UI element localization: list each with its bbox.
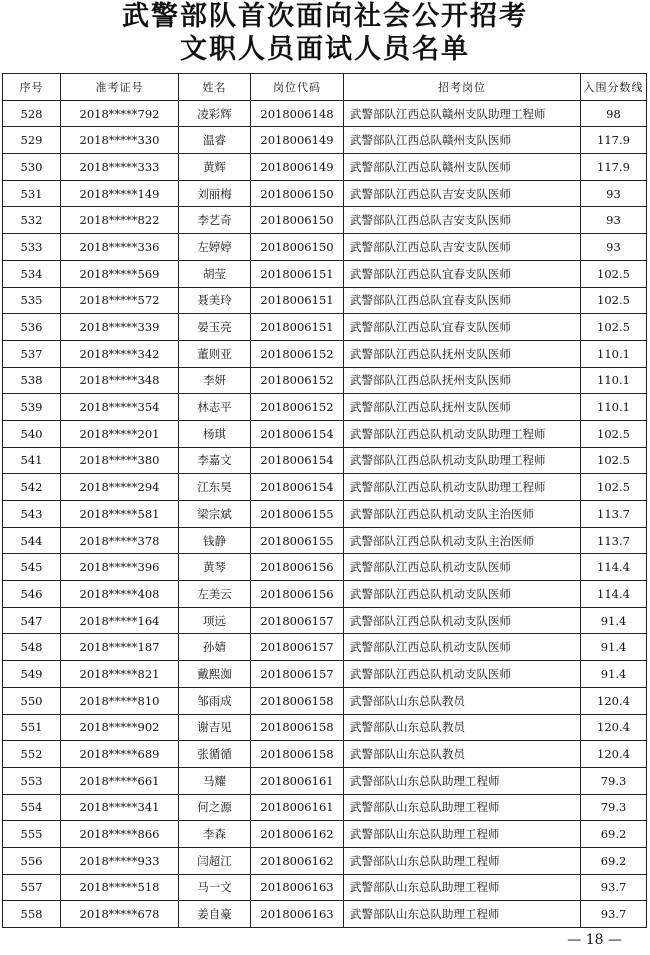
cell-ticket-number: 2018*****341 — [61, 794, 179, 821]
table-row — [3, 314, 647, 341]
cell-cutoff-score: 120.4 — [581, 714, 647, 741]
cell-position: 武警部队江西总队机动支队助理工程师 — [344, 420, 581, 447]
cell-name: 戴熙洳 — [179, 661, 251, 688]
cell-position: 武警部队山东总队教员 — [344, 714, 581, 741]
cell-index: 558 — [3, 901, 61, 928]
header-position-code: 岗位代码 — [251, 74, 344, 101]
cell-position: 武警部队山东总队教员 — [344, 741, 581, 768]
cell-position: 武警部队山东总队助理工程师 — [344, 874, 581, 901]
table-row — [3, 447, 647, 474]
cell-ticket-number: 2018*****164 — [61, 607, 179, 634]
cell-ticket-number: 2018*****689 — [61, 741, 179, 768]
cell-name: 谢吉见 — [179, 714, 251, 741]
table-row — [3, 767, 647, 794]
cell-index: 533 — [3, 234, 61, 261]
document-title-line-1: 武警部队首次面向社会公开招考 — [122, 1, 528, 32]
cell-position-code: 2018006151 — [251, 314, 344, 341]
cell-position-code: 2018006158 — [251, 687, 344, 714]
cell-name: 董则亚 — [179, 340, 251, 367]
cell-position-code: 2018006163 — [251, 901, 344, 928]
cell-cutoff-score: 69.2 — [581, 821, 647, 848]
cell-position: 武警部队江西总队宜春支队医师 — [344, 314, 581, 341]
cell-index: 553 — [3, 767, 61, 794]
cell-position: 武警部队江西总队机动支队医师 — [344, 661, 581, 688]
cell-cutoff-score: 114.4 — [581, 554, 647, 581]
cell-cutoff-score: 91.4 — [581, 661, 647, 688]
cell-index: 541 — [3, 447, 61, 474]
cell-ticket-number: 2018*****294 — [61, 474, 179, 501]
cell-name: 马一文 — [179, 874, 251, 901]
cell-cutoff-score: 102.5 — [581, 447, 647, 474]
cell-index: 544 — [3, 527, 61, 554]
cell-position-code: 2018006150 — [251, 234, 344, 261]
cell-name: 李艺奇 — [179, 207, 251, 234]
cell-position: 武警部队江西总队赣州支队医师 — [344, 127, 581, 154]
cell-position: 武警部队江西总队机动支队医师 — [344, 581, 581, 608]
cell-index: 549 — [3, 661, 61, 688]
cell-position: 武警部队山东总队助理工程师 — [344, 821, 581, 848]
cell-ticket-number: 2018*****333 — [61, 154, 179, 181]
cell-position: 武警部队江西总队赣州支队医师 — [344, 154, 581, 181]
table-row — [3, 180, 647, 207]
cell-position-code: 2018006151 — [251, 287, 344, 314]
cell-position-code: 2018006158 — [251, 714, 344, 741]
cell-position: 武警部队山东总队助理工程师 — [344, 794, 581, 821]
cell-name: 聂美玲 — [179, 287, 251, 314]
cell-position: 武警部队江西总队宜春支队医师 — [344, 260, 581, 287]
cell-cutoff-score: 102.5 — [581, 474, 647, 501]
cell-cutoff-score: 79.3 — [581, 794, 647, 821]
cell-position: 武警部队江西总队赣州支队助理工程师 — [344, 100, 581, 127]
cell-name: 晏玉亮 — [179, 314, 251, 341]
cell-cutoff-score: 113.7 — [581, 501, 647, 528]
cell-cutoff-score: 102.5 — [581, 260, 647, 287]
cell-name: 姜自豪 — [179, 901, 251, 928]
cell-position-code: 2018006162 — [251, 847, 344, 874]
cell-ticket-number: 2018*****678 — [61, 901, 179, 928]
cell-cutoff-score: 91.4 — [581, 634, 647, 661]
cell-position: 武警部队江西总队机动支队医师 — [344, 554, 581, 581]
cell-position-code: 2018006149 — [251, 127, 344, 154]
cell-cutoff-score: 102.5 — [581, 287, 647, 314]
cell-position: 武警部队江西总队吉安支队医师 — [344, 207, 581, 234]
cell-index: 551 — [3, 714, 61, 741]
cell-position: 武警部队江西总队宜春支队医师 — [344, 287, 581, 314]
cell-name: 闫超江 — [179, 847, 251, 874]
cell-index: 546 — [3, 581, 61, 608]
cell-position-code: 2018006162 — [251, 821, 344, 848]
header-position: 招考岗位 — [344, 74, 581, 101]
cell-name: 温睿 — [179, 127, 251, 154]
cell-name: 张循循 — [179, 741, 251, 768]
cell-name: 项远 — [179, 607, 251, 634]
table-header-row — [3, 74, 647, 101]
cell-ticket-number: 2018*****792 — [61, 100, 179, 127]
cell-cutoff-score: 113.7 — [581, 527, 647, 554]
cell-name: 何之源 — [179, 794, 251, 821]
cell-ticket-number: 2018*****572 — [61, 287, 179, 314]
table-row — [3, 527, 647, 554]
cell-name: 钱静 — [179, 527, 251, 554]
cell-index: 529 — [3, 127, 61, 154]
cell-position-code: 2018006158 — [251, 741, 344, 768]
cell-position-code: 2018006154 — [251, 420, 344, 447]
cell-position: 武警部队江西总队机动支队医师 — [344, 607, 581, 634]
cell-name: 马耀 — [179, 767, 251, 794]
cell-position-code: 2018006157 — [251, 634, 344, 661]
cell-position-code: 2018006161 — [251, 767, 344, 794]
cell-ticket-number: 2018*****342 — [61, 340, 179, 367]
cell-name: 左婷婷 — [179, 234, 251, 261]
cell-ticket-number: 2018*****933 — [61, 847, 179, 874]
cell-index: 543 — [3, 501, 61, 528]
cell-cutoff-score: 117.9 — [581, 127, 647, 154]
cell-cutoff-score: 110.1 — [581, 367, 647, 394]
table-row — [3, 127, 647, 154]
cell-ticket-number: 2018*****518 — [61, 874, 179, 901]
header-ticket-number: 准考证号 — [61, 74, 179, 101]
cell-index: 542 — [3, 474, 61, 501]
table-row — [3, 634, 647, 661]
cell-ticket-number: 2018*****581 — [61, 501, 179, 528]
cell-ticket-number: 2018*****396 — [61, 554, 179, 581]
cell-index: 535 — [3, 287, 61, 314]
cell-cutoff-score: 69.2 — [581, 847, 647, 874]
cell-cutoff-score: 93 — [581, 180, 647, 207]
cell-index: 536 — [3, 314, 61, 341]
table-row — [3, 100, 647, 127]
cell-index: 531 — [3, 180, 61, 207]
table-row — [3, 554, 647, 581]
cell-name: 林志平 — [179, 394, 251, 421]
cell-name: 黄辉 — [179, 154, 251, 181]
cell-ticket-number: 2018*****569 — [61, 260, 179, 287]
cell-position: 武警部队江西总队吉安支队医师 — [344, 234, 581, 261]
cell-index: 528 — [3, 100, 61, 127]
cell-position: 武警部队江西总队机动支队医师 — [344, 634, 581, 661]
table-row — [3, 687, 647, 714]
cell-ticket-number: 2018*****201 — [61, 420, 179, 447]
cell-cutoff-score: 114.4 — [581, 581, 647, 608]
cell-cutoff-score: 120.4 — [581, 687, 647, 714]
cell-name: 梁宗斌 — [179, 501, 251, 528]
cell-name: 李嘉文 — [179, 447, 251, 474]
table-row — [3, 394, 647, 421]
cell-ticket-number: 2018*****822 — [61, 207, 179, 234]
cell-position: 武警部队江西总队抚州支队医师 — [344, 367, 581, 394]
cell-position: 武警部队江西总队抚州支队医师 — [344, 394, 581, 421]
table-row — [3, 420, 647, 447]
cell-cutoff-score: 102.5 — [581, 314, 647, 341]
cell-index: 534 — [3, 260, 61, 287]
cell-index: 552 — [3, 741, 61, 768]
cell-name: 邹雨成 — [179, 687, 251, 714]
cell-cutoff-score: 102.5 — [581, 420, 647, 447]
table-row — [3, 874, 647, 901]
cell-ticket-number: 2018*****408 — [61, 581, 179, 608]
cell-position: 武警部队江西总队机动支队主治医师 — [344, 501, 581, 528]
cell-ticket-number: 2018*****336 — [61, 234, 179, 261]
cell-cutoff-score: 93 — [581, 234, 647, 261]
table-row — [3, 260, 647, 287]
cell-name: 胡莹 — [179, 260, 251, 287]
cell-position-code: 2018006152 — [251, 394, 344, 421]
cell-position: 武警部队江西总队抚州支队医师 — [344, 340, 581, 367]
cell-ticket-number: 2018*****380 — [61, 447, 179, 474]
header-cutoff-score: 入围分数线 — [581, 74, 647, 101]
table-row — [3, 661, 647, 688]
cell-position-code: 2018006150 — [251, 207, 344, 234]
cell-index: 547 — [3, 607, 61, 634]
table-row — [3, 367, 647, 394]
cell-name: 刘丽梅 — [179, 180, 251, 207]
cell-name: 左美云 — [179, 581, 251, 608]
table-body — [3, 100, 647, 927]
cell-position: 武警部队江西总队机动支队助理工程师 — [344, 474, 581, 501]
cell-position-code: 2018006149 — [251, 154, 344, 181]
cell-position: 武警部队江西总队机动支队主治医师 — [344, 527, 581, 554]
table-row — [3, 794, 647, 821]
cell-ticket-number: 2018*****378 — [61, 527, 179, 554]
cell-name: 江东昊 — [179, 474, 251, 501]
cell-index: 540 — [3, 420, 61, 447]
cell-index: 532 — [3, 207, 61, 234]
page-number: — 18 — — [567, 932, 622, 948]
cell-ticket-number: 2018*****821 — [61, 661, 179, 688]
cell-position-code: 2018006157 — [251, 607, 344, 634]
cell-ticket-number: 2018*****339 — [61, 314, 179, 341]
cell-position-code: 2018006155 — [251, 501, 344, 528]
cell-position-code: 2018006148 — [251, 100, 344, 127]
cell-index: 539 — [3, 394, 61, 421]
table-row — [3, 714, 647, 741]
cell-cutoff-score: 79.3 — [581, 767, 647, 794]
cell-index: 555 — [3, 821, 61, 848]
cell-index: 545 — [3, 554, 61, 581]
candidate-table — [2, 73, 647, 928]
cell-cutoff-score: 93.7 — [581, 874, 647, 901]
cell-position-code: 2018006150 — [251, 180, 344, 207]
table-row — [3, 287, 647, 314]
table-row — [3, 154, 647, 181]
cell-ticket-number: 2018*****866 — [61, 821, 179, 848]
cell-cutoff-score: 110.1 — [581, 340, 647, 367]
table-row — [3, 847, 647, 874]
table-row — [3, 607, 647, 634]
cell-ticket-number: 2018*****902 — [61, 714, 179, 741]
cell-position-code: 2018006155 — [251, 527, 344, 554]
table-row — [3, 474, 647, 501]
cell-position-code: 2018006156 — [251, 554, 344, 581]
cell-cutoff-score: 117.9 — [581, 154, 647, 181]
header-name: 姓名 — [179, 74, 251, 101]
table-row — [3, 581, 647, 608]
cell-index: 550 — [3, 687, 61, 714]
cell-name: 凌彩辉 — [179, 100, 251, 127]
cell-position-code: 2018006156 — [251, 581, 344, 608]
cell-index: 548 — [3, 634, 61, 661]
cell-position: 武警部队山东总队助理工程师 — [344, 847, 581, 874]
cell-index: 530 — [3, 154, 61, 181]
cell-ticket-number: 2018*****187 — [61, 634, 179, 661]
cell-name: 杨琪 — [179, 420, 251, 447]
cell-name: 黄琴 — [179, 554, 251, 581]
cell-cutoff-score: 98 — [581, 100, 647, 127]
cell-index: 537 — [3, 340, 61, 367]
document-title-line-2: 文职人员面试人员名单 — [180, 34, 470, 65]
cell-position-code: 2018006154 — [251, 474, 344, 501]
cell-name: 孙婧 — [179, 634, 251, 661]
cell-position: 武警部队江西总队吉安支队医师 — [344, 180, 581, 207]
cell-ticket-number: 2018*****354 — [61, 394, 179, 421]
cell-cutoff-score: 93.7 — [581, 901, 647, 928]
cell-index: 557 — [3, 874, 61, 901]
cell-position-code: 2018006152 — [251, 340, 344, 367]
cell-position: 武警部队江西总队机动支队助理工程师 — [344, 447, 581, 474]
table-row — [3, 821, 647, 848]
cell-index: 556 — [3, 847, 61, 874]
cell-name: 李妍 — [179, 367, 251, 394]
cell-position-code: 2018006152 — [251, 367, 344, 394]
cell-position-code: 2018006161 — [251, 794, 344, 821]
table-row — [3, 207, 647, 234]
table-row — [3, 234, 647, 261]
cell-position: 武警部队山东总队助理工程师 — [344, 767, 581, 794]
cell-position: 武警部队山东总队教员 — [344, 687, 581, 714]
cell-cutoff-score: 120.4 — [581, 741, 647, 768]
cell-position-code: 2018006151 — [251, 260, 344, 287]
cell-name: 李森 — [179, 821, 251, 848]
header-index: 序号 — [3, 74, 61, 101]
cell-position-code: 2018006154 — [251, 447, 344, 474]
cell-position-code: 2018006163 — [251, 874, 344, 901]
cell-ticket-number: 2018*****348 — [61, 367, 179, 394]
cell-cutoff-score: 91.4 — [581, 607, 647, 634]
cell-position: 武警部队山东总队助理工程师 — [344, 901, 581, 928]
cell-cutoff-score: 110.1 — [581, 394, 647, 421]
cell-position-code: 2018006157 — [251, 661, 344, 688]
cell-cutoff-score: 93 — [581, 207, 647, 234]
table-row — [3, 741, 647, 768]
table-row — [3, 901, 647, 928]
table-row — [3, 501, 647, 528]
cell-index: 554 — [3, 794, 61, 821]
cell-ticket-number: 2018*****330 — [61, 127, 179, 154]
cell-ticket-number: 2018*****149 — [61, 180, 179, 207]
cell-index: 538 — [3, 367, 61, 394]
cell-ticket-number: 2018*****810 — [61, 687, 179, 714]
table-row — [3, 340, 647, 367]
cell-ticket-number: 2018*****661 — [61, 767, 179, 794]
